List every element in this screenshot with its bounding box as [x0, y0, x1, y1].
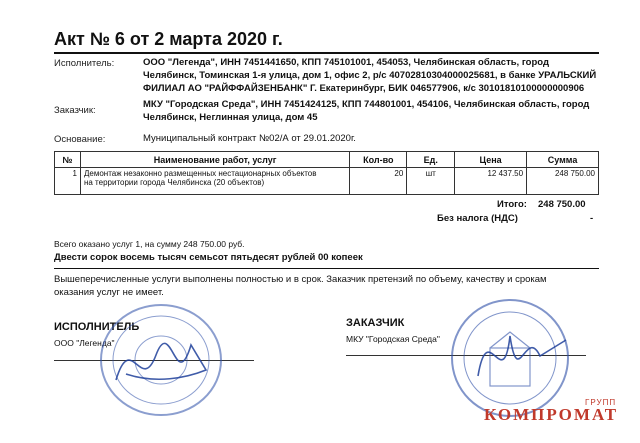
row-service-name-line-2: на территории города Челябинска (20 объектов)	[83, 178, 265, 187]
summary-divider	[54, 268, 599, 269]
executor-details	[143, 56, 596, 95]
executor-stamp-icon	[96, 300, 226, 420]
col-number-header: №	[55, 152, 81, 168]
table-header-row	[55, 152, 599, 168]
row-sum: 248 750.00	[527, 168, 599, 195]
row-price: 12 437.50	[455, 168, 527, 195]
total-value: 248 750.00	[538, 199, 586, 210]
executor-line-3: ФИЛИАЛ АО "РАЙФФАЙЗЕНБАНК" Г. Екатеринбург, БИК 046577906, к/с 30101810100000000906	[143, 83, 585, 94]
basis-label: Основание:	[54, 134, 106, 145]
vat-label: Без налога (НДС)	[437, 213, 518, 224]
col-unit-header: Ед.	[407, 152, 455, 168]
customer-details	[143, 98, 589, 124]
col-sum-header: Сумма	[527, 152, 599, 168]
executor-label: Исполнитель:	[54, 58, 115, 69]
basis-value: Муниципальный контракт №02/А от 29.01.2020г.	[143, 133, 356, 144]
col-price-header: Цена	[455, 152, 527, 168]
row-service-name-line-1: Демонтаж незаконно размещенных нестационарных объектов	[83, 169, 317, 178]
row-unit: шт	[407, 168, 455, 195]
row-number: 1	[55, 168, 81, 195]
col-qty-header: Кол-во	[350, 152, 407, 168]
row-quantity: 20	[350, 168, 407, 195]
row-service-name	[80, 168, 349, 195]
document-title: Акт № 6 от 2 марта 2020 г.	[54, 29, 283, 49]
vat-value: -	[590, 213, 594, 224]
executor-line-2: Челябинск, Томинская 1-я улица, дом 1, офис 2, р/с 40702810304000025681, в банке УРАЛЬСКИЙ	[143, 70, 597, 81]
customer-signature-title: ЗАКАЗЧИК	[346, 317, 405, 329]
executor-line-1: ООО "Легенда", ИНН 7451441650, КПП 745101001, 454053, Челябинская область, город	[143, 57, 549, 68]
watermark-small-text: ГРУПП	[585, 398, 617, 407]
watermark-text: КОМПРОМАТ	[484, 405, 619, 424]
title-divider	[54, 52, 599, 54]
customer-label: Заказчик:	[54, 105, 96, 116]
amount-in-words: Двести сорок восемь тысяч семьсот пятьдесят рублей 00 копеек	[54, 252, 363, 263]
total-label: Итого:	[497, 199, 527, 210]
services-count-line: Всего оказано услуг 1, на сумму 248 750.00 руб.	[54, 239, 245, 249]
statement-line-2: оказания услуг не имеет.	[54, 287, 164, 298]
customer-line-1: МКУ "Городская Среда", ИНН 7451424125, КПП 744801001, 454106, Челябинская область, город	[143, 99, 590, 110]
customer-line-2: Челябинск, Неглинная улица, дом 45	[143, 112, 318, 123]
services-table	[54, 151, 599, 195]
customer-stamp-icon	[448, 296, 578, 421]
customer-signature-name: МКУ "Городская Среда"	[346, 334, 440, 344]
executor-signature-name: ООО "Легенда"	[54, 338, 115, 348]
executor-signature-title: ИСПОЛНИТЕЛЬ	[54, 321, 140, 333]
statement-line-1: Вышеперечисленные услуги выполнены полностью и в срок. Заказчик претензий по объему, качеству и срокам	[54, 274, 547, 285]
col-name-header: Наименование работ, услуг	[80, 152, 349, 168]
table-row	[55, 168, 599, 195]
